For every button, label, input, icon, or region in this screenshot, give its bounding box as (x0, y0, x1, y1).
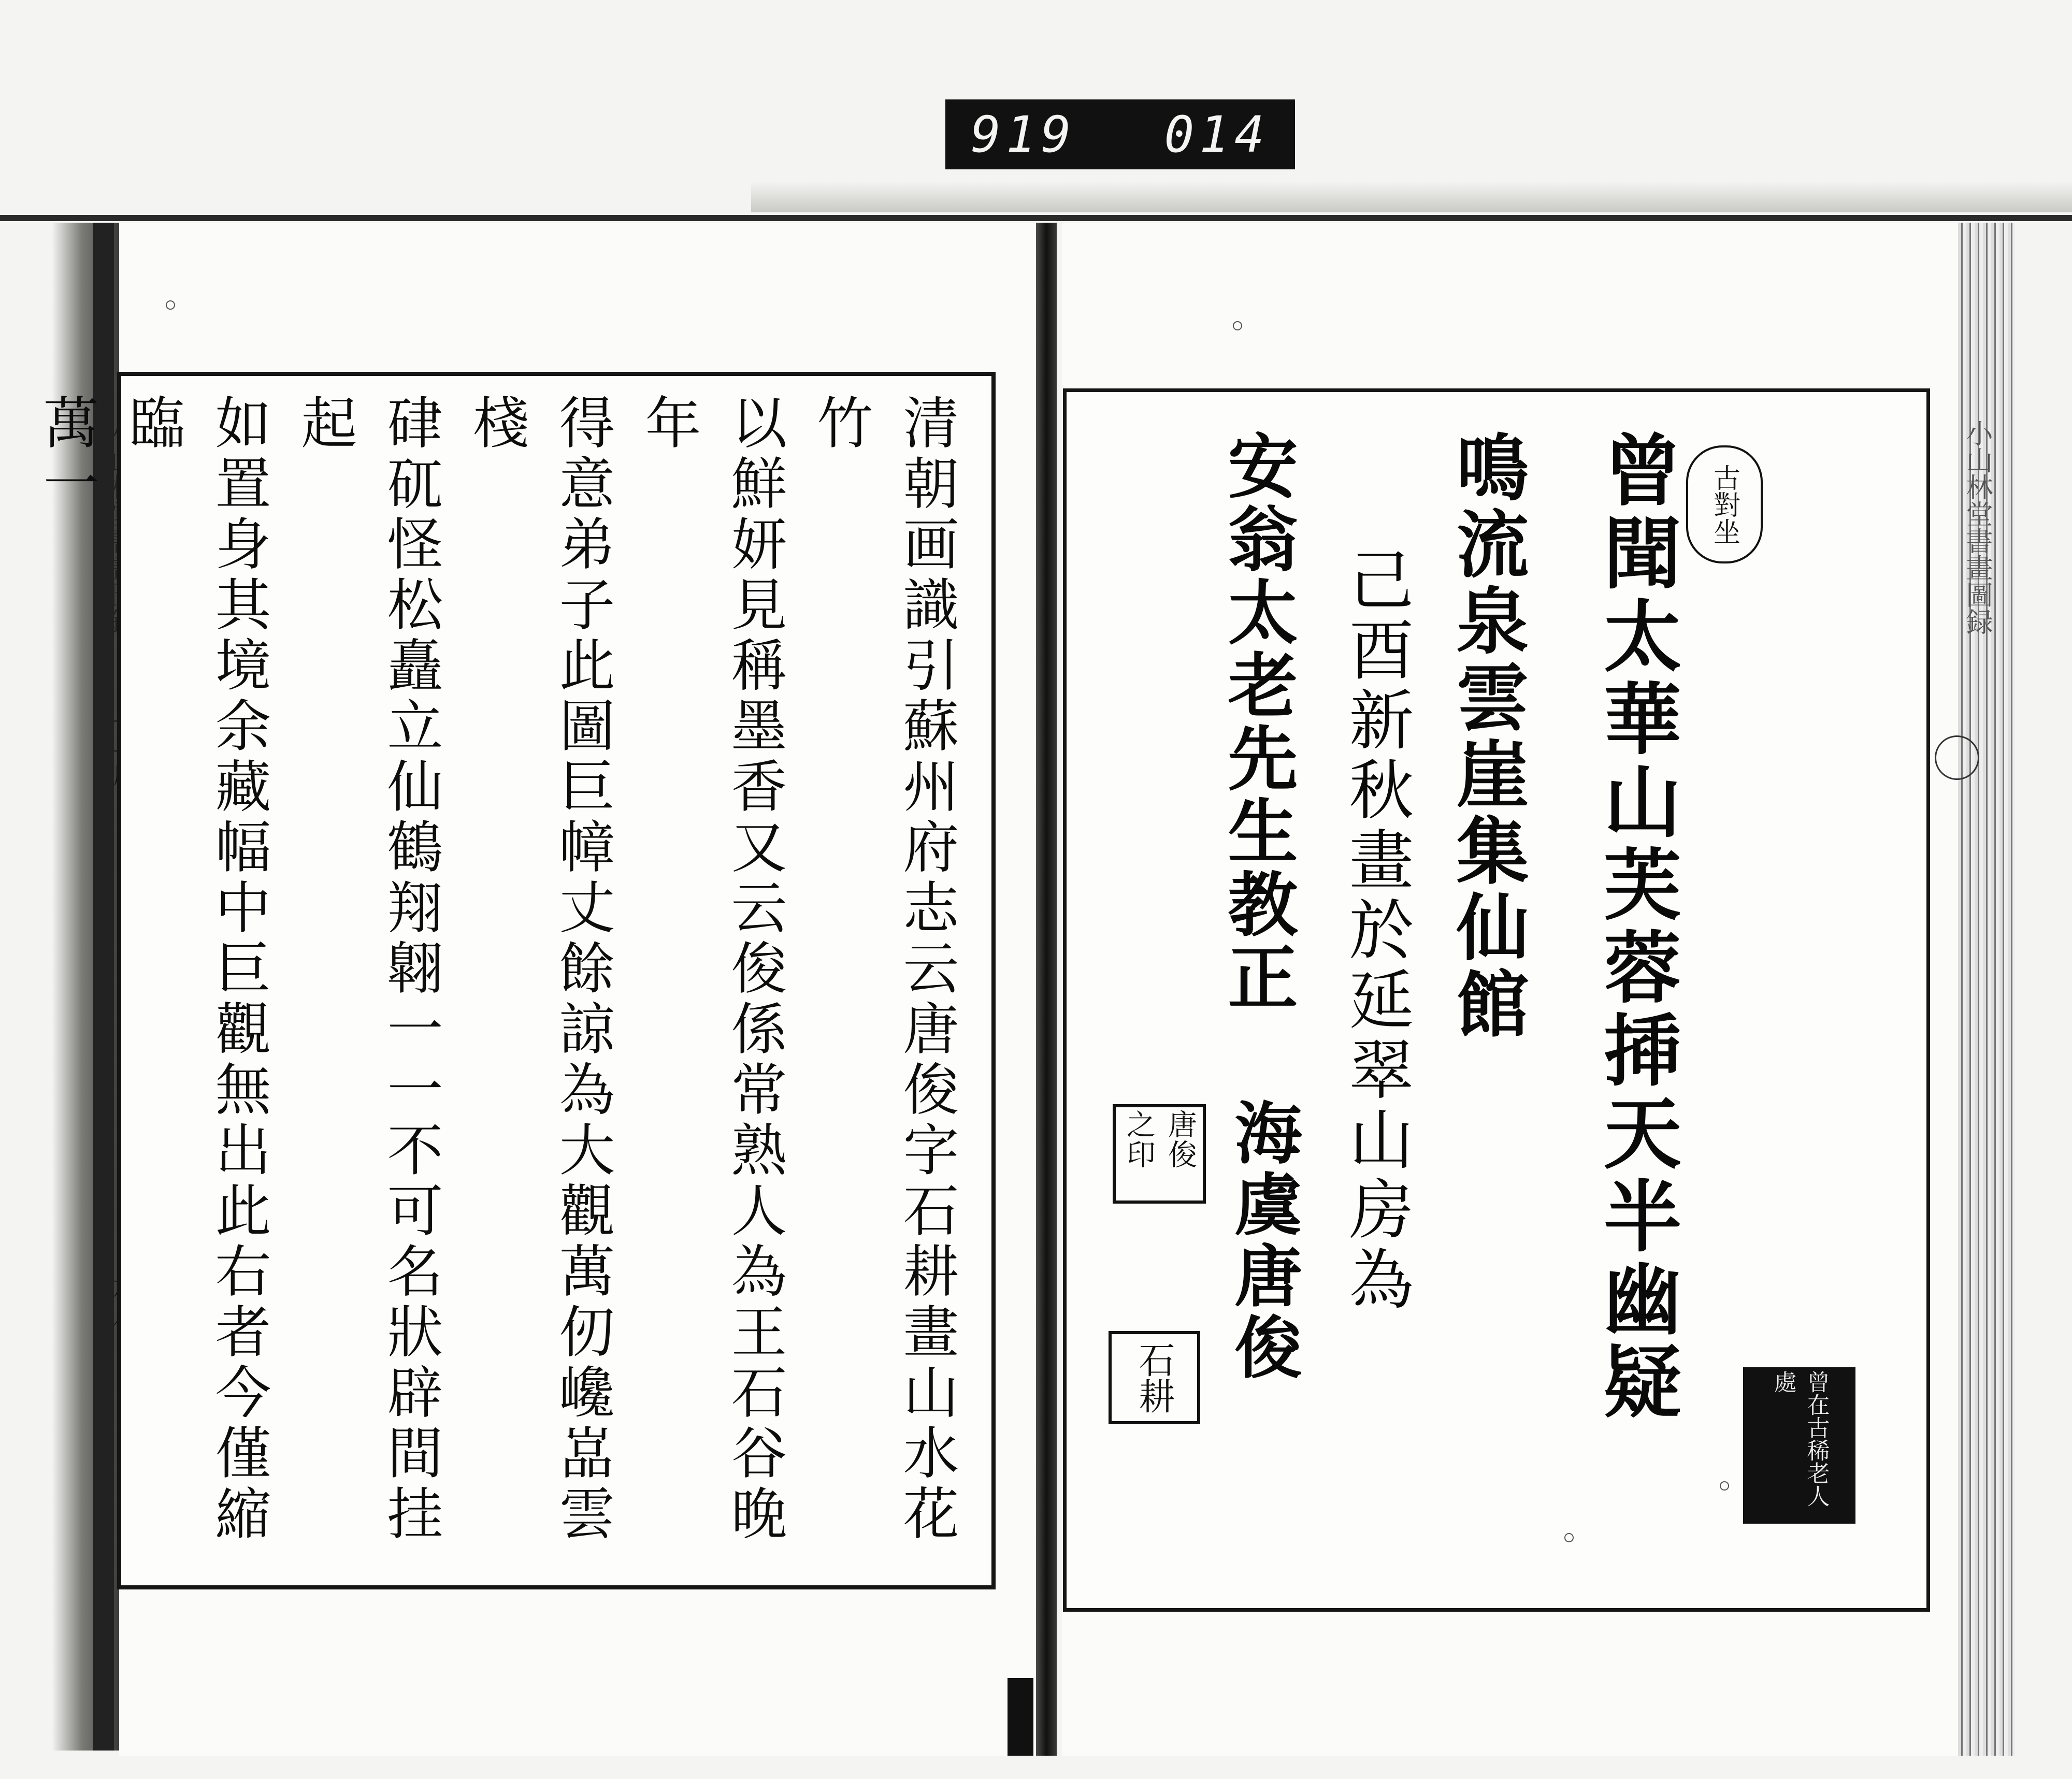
text-column: 清朝画識引蘇州府志云唐俊字石耕畫山水花竹 (808, 394, 958, 1545)
seal-name-text: 唐俊之印 (1122, 1109, 1197, 1169)
seal-gu-dui-zuo: 古對坐 (1686, 445, 1763, 563)
catalog-number-label (945, 99, 1295, 169)
book-spine-foot (1008, 1678, 1033, 1756)
left-page-body (34, 394, 969, 1559)
book-spine (1036, 223, 1057, 1756)
text-column: 如置身其境余藏幅中巨觀無出此右者今僅縮臨 (120, 394, 270, 1545)
seal-collector-text: 曾在古稀老人處 (1769, 1370, 1830, 1507)
scan-speck (166, 300, 175, 310)
right-margin-title: 小山林堂書畫圖録 (1961, 420, 1992, 635)
seal-collector (1743, 1367, 1855, 1524)
calligraphy-column: 安翁太老先生教正 (1216, 430, 1299, 1014)
text-column: 萬一 (34, 394, 98, 515)
calligraphy-column: 曾聞太華山芙蓉揷天半幽疑 (1590, 430, 1681, 1424)
seal-square-style-name (1109, 1331, 1200, 1424)
calligraphy-column: 鳴流泉雲崖集仙館 (1444, 430, 1529, 1043)
scan-speck (1233, 321, 1242, 330)
scan-speck (1564, 1533, 1574, 1542)
catalog-number-left: 919 (971, 105, 1076, 164)
text-column: 硉矹怪松矗立仙鶴翔翺一一不可名狀辟間挂起 (292, 394, 442, 1545)
calligraphy-signature: 海虞唐俊 (1224, 1098, 1303, 1384)
page-top-shadow (751, 181, 2072, 212)
catalog-number-right: 014 (1164, 105, 1270, 164)
right-margin-circle-mark (1935, 735, 1979, 780)
seal-square-name (1113, 1104, 1206, 1204)
page-top-edge (0, 215, 2072, 221)
text-column: 以鮮妍見稱墨香又云俊係常熟人為王石谷晚年 (636, 394, 786, 1545)
seal-style-name-text: 石耕 (1133, 1341, 1175, 1414)
text-column: 得意弟子此圖巨幛丈餘諒為大觀萬仞巉嵓雲棧 (464, 394, 614, 1545)
calligraphy-column: 己酉新秋畫於延翠山房為 (1338, 546, 1413, 1315)
scan-speck (1720, 1481, 1729, 1491)
